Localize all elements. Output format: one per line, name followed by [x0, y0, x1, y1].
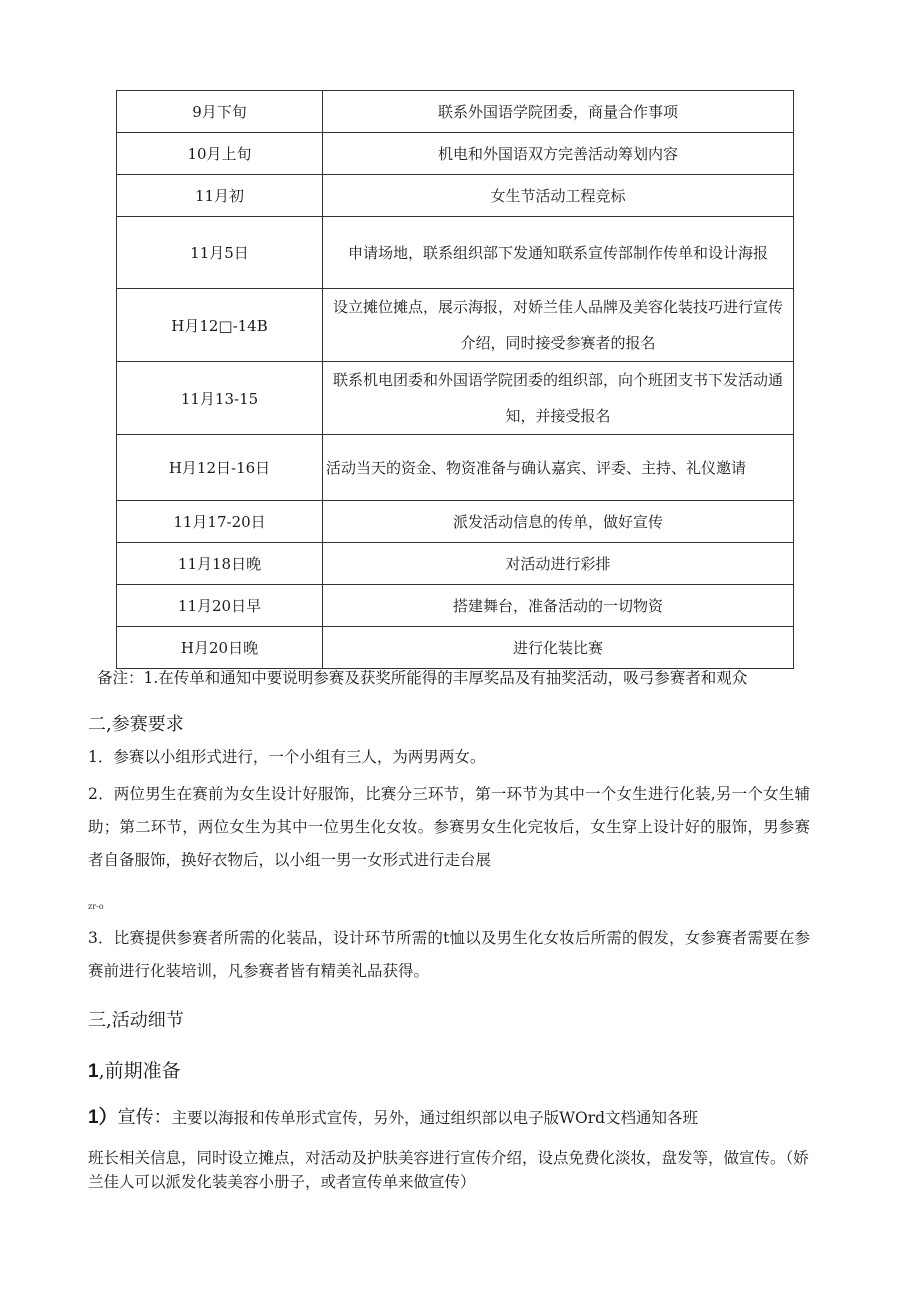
schedule-date: 11月13-15: [117, 362, 323, 435]
table-row: [117, 543, 794, 585]
text-fragment: zr-o: [88, 902, 104, 911]
schedule-date: H月12日-16日: [117, 435, 323, 501]
schedule-task: 女生节活动工程竞标: [323, 175, 794, 217]
table-row: [117, 91, 794, 133]
schedule-task: 联系外国语学院团委，商量合作事项: [323, 91, 794, 133]
section2-title: 二,参赛要求: [88, 714, 184, 735]
table-row: [117, 133, 794, 175]
schedule-task: 机电和外国语双方完善活动筹划内容: [323, 133, 794, 175]
requirement-item-3: 3．比赛提供参赛者所需的化装品，设计环节所需的t恤以及男生化女妆后所需的假发，女参赛者需要在参赛前进行化装培训，凡参赛者皆有精美礼品获得。: [88, 929, 810, 980]
table-row: [117, 585, 794, 627]
schedule-task: 派发活动信息的传单，做好宣传: [323, 501, 794, 543]
subsection-prep-title: [88, 1056, 181, 1083]
schedule-date: 11月5日: [117, 217, 323, 289]
item-label: 宣传：: [117, 1107, 172, 1128]
schedule-date: H月20日晚: [117, 627, 323, 669]
schedule-date: 11月20日早: [117, 585, 323, 627]
schedule-task: 对活动进行彩排: [323, 543, 794, 585]
schedule-date: 11月18日晚: [117, 543, 323, 585]
table-row: [117, 627, 794, 669]
section3-title: 三,活动细节: [88, 1010, 184, 1031]
schedule-date: 11月初: [117, 175, 323, 217]
table-row: [117, 501, 794, 543]
schedule-date: H月12□-14B: [117, 289, 323, 362]
table-row: [117, 289, 794, 362]
schedule-task: 设立摊位摊点，展示海报，对娇兰佳人品牌及美容化装技巧进行宣传介绍，同时接受参赛者的报名: [332, 298, 783, 352]
schedule-task: 搭建舞台，准备活动的一切物资: [323, 585, 794, 627]
schedule-task: 联系机电团委和外国语学院团委的组织部，向个班团支书下发活动通知，并接受报名: [332, 371, 783, 425]
item-number: 1）: [88, 1107, 118, 1128]
requirement-item-1: 1．参赛以小组形式进行，一个小组有三人，为两男两女。: [88, 748, 486, 766]
table-note: 备注：1.在传单和通知中要说明参赛及获奖所能得的丰厚奖品及有抽奖活动，吸弓参赛者和观众: [97, 669, 748, 687]
schedule-task: 申请场地，联系组织部下发通知联系宣传部制作传单和设计海报: [347, 243, 768, 262]
schedule-task: 活动当天的资金、物资准备与确认嘉宾、评委、主持、礼仪邀请: [326, 458, 747, 477]
publicity-line: [88, 1102, 698, 1129]
table-row: [117, 435, 794, 501]
schedule-date: 9月下旬: [117, 91, 323, 133]
table-row: [117, 217, 794, 289]
item-text: 主要以海报和传单形式宣传，另外，通过组织部以电子版WOrd文档通知各班: [171, 1109, 699, 1127]
table-row: [117, 362, 794, 435]
schedule-date: 11月17-20日: [117, 501, 323, 543]
schedule-table: [116, 90, 794, 669]
subsection-label: ,前期准备: [98, 1060, 181, 1082]
subsection-number: 1: [88, 1061, 99, 1082]
publicity-paragraph: 班长相关信息，同时设立摊点，对活动及护肤美容进行宣传介绍，设点免费化淡妆，盘发等，做宣传。（娇兰佳人可以派发化装美容小册子，或者宣传单来做宣传）: [88, 1149, 809, 1191]
requirement-item-2: 2．两位男生在赛前为女生设计好服饰，比赛分三环节，第一环节为其中一个女生进行化装,另一个女生辅助；第二环节，两位女生为其中一位男生化女妆。参赛男女生化完妆后，女生穿上设计好的服饰，男参赛者自备服饰，换好衣物后，以小组一男一女形式进行走台展: [88, 785, 810, 869]
schedule-task: 进行化装比赛: [323, 627, 794, 669]
schedule-date: 10月上旬: [117, 133, 323, 175]
table-row: [117, 175, 794, 217]
